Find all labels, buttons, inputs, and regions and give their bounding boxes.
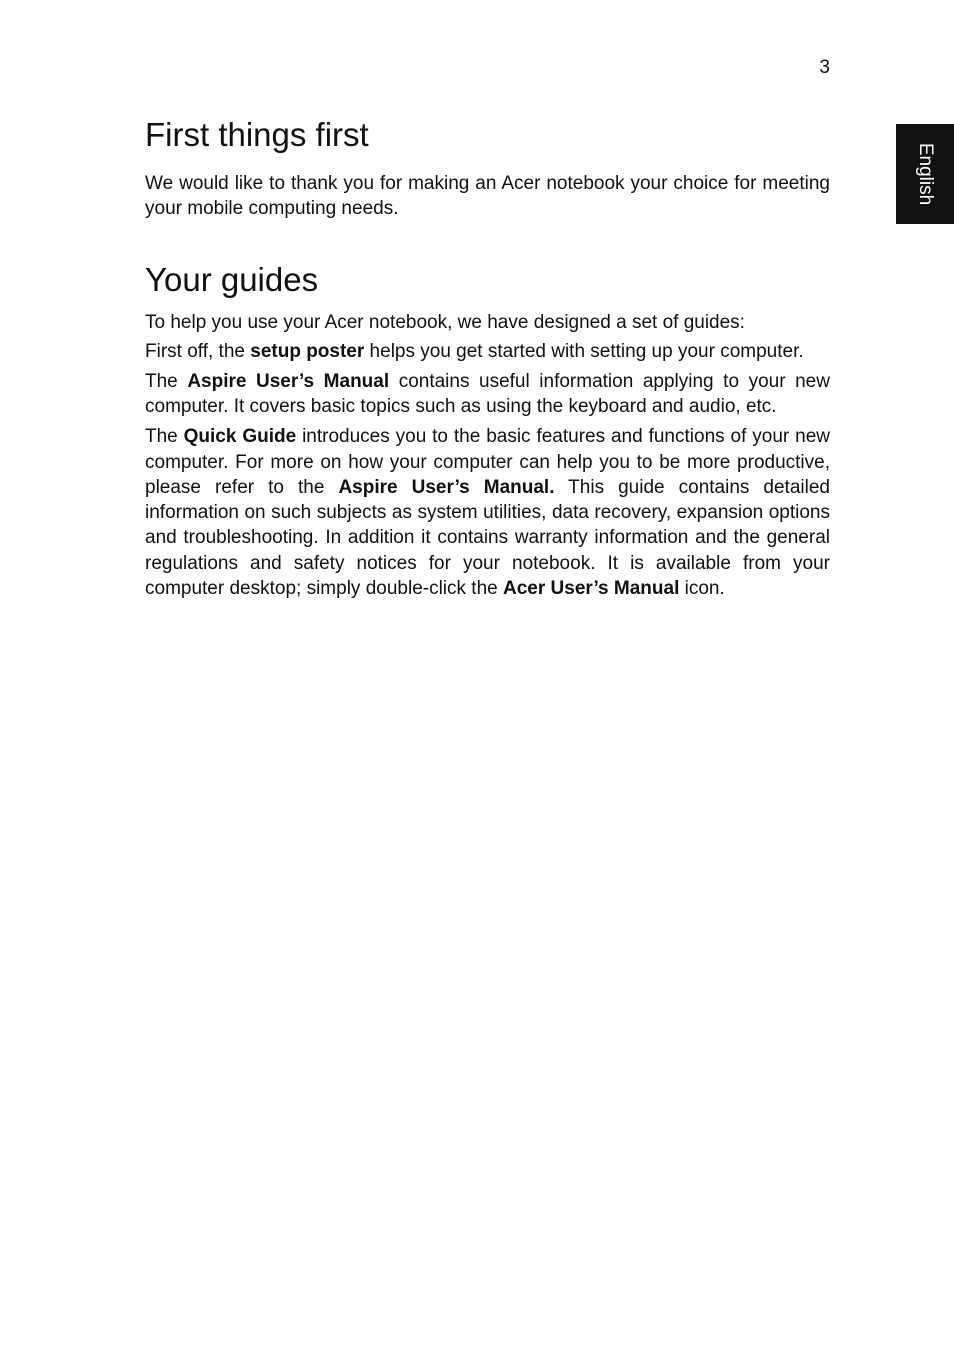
text-run: The: [145, 426, 184, 448]
users-manual-paragraph: [145, 369, 830, 420]
text-run: contains useful information applying to your new computer. It covers basic topics such as using the keyboard and audio, etc.: [145, 371, 830, 418]
quick-guide-paragraph: [145, 424, 830, 601]
intro-paragraph: We would like to thank you for making an Acer notebook your choice for meeting your mobile computing needs.: [145, 173, 830, 220]
acer-users-manual-term: Acer User’s Manual: [503, 578, 680, 600]
guides-lead-paragraph: To help you use your Acer notebook, we have designed a set of guides:: [145, 311, 745, 333]
text-run: The: [145, 371, 188, 393]
text-run: First off, the: [145, 341, 251, 363]
quick-guide-term: Quick Guide: [183, 426, 297, 448]
page-number: 3: [819, 57, 830, 78]
language-tab: [896, 124, 954, 224]
language-tab-label: English: [915, 142, 936, 206]
text-run: introduces you to the basic features and functions of your new computer. For more on how your computer can help you to be more productive, please refer to the: [145, 426, 830, 498]
setup-poster-paragraph: [145, 339, 830, 364]
aspire-users-manual-term: Aspire User’s Manual: [187, 371, 390, 393]
setup-poster-term: setup poster: [250, 341, 365, 363]
page-content: [145, 113, 830, 601]
text-run: icon.: [679, 578, 725, 600]
section-title-your-guides: Your guides: [145, 260, 319, 298]
text-run: helps you get started with setting up your computer.: [364, 341, 804, 363]
aspire-users-manual-term: Aspire User’s Manual.: [338, 476, 555, 498]
section-title-first-things-first: First things first: [145, 116, 369, 153]
text-run: This guide contains detailed information on such subjects as system utilities, data recovery, expansion options and troubleshooting. In addition it contains warranty information and the general regulations and safety notices for your notebook. It is available from your computer desktop; simply double-click the: [145, 476, 830, 600]
